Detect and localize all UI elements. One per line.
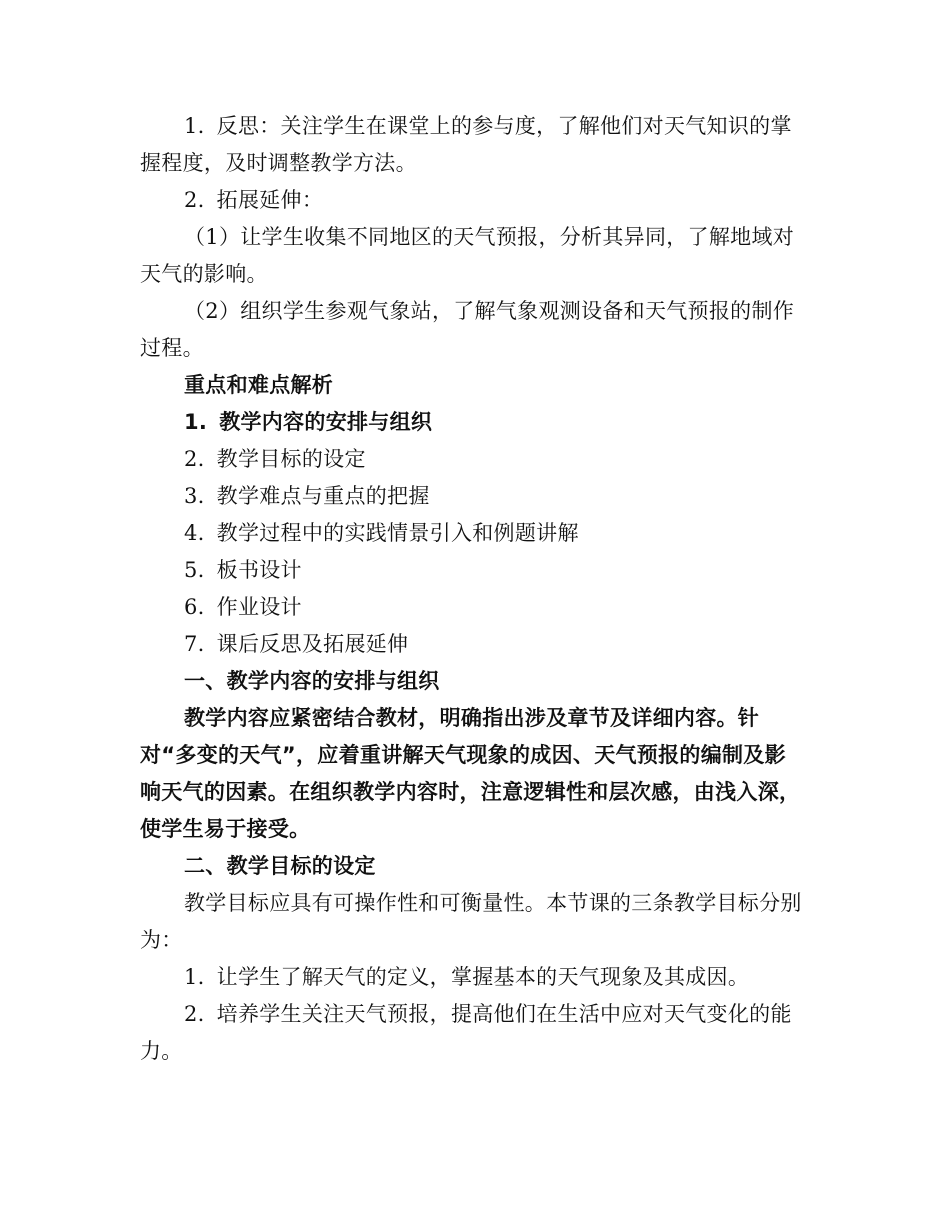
toc-item-text: 教学目标的设定 bbox=[216, 447, 366, 471]
paragraph-text: 拓展延伸： bbox=[216, 188, 324, 212]
document-page bbox=[140, 108, 804, 1070]
key-points-heading: 重点和难点解析 bbox=[184, 373, 334, 397]
list-number: 1. bbox=[184, 114, 205, 138]
toc-item-5 bbox=[140, 552, 804, 589]
list-number: 2. bbox=[184, 188, 205, 212]
toc-item-text: 教学难点与重点的把握 bbox=[216, 484, 430, 508]
list-number: 3. bbox=[184, 484, 205, 508]
goal-text: 培养学生关注天气预报，提高他们在生活中应对天气变化的能力。 bbox=[140, 1002, 792, 1063]
goal-item-1 bbox=[140, 959, 804, 996]
toc-item-7 bbox=[140, 626, 804, 663]
paragraph-extension-2: （2）组织学生参观气象站，了解气象观测设备和天气预报的制作过程。 bbox=[140, 299, 795, 360]
list-number: 5. bbox=[184, 558, 205, 582]
section-2-body: 教学目标应具有可操作性和可衡量性。本节课的三条教学目标分别为： bbox=[140, 891, 802, 952]
list-number: 1. bbox=[184, 410, 208, 434]
list-number: 6. bbox=[184, 595, 205, 619]
toc-item-text: 课后反思及拓展延伸 bbox=[216, 632, 409, 656]
toc-item-1 bbox=[140, 404, 804, 441]
goal-item-2 bbox=[140, 996, 804, 1070]
toc-item-text: 教学过程中的实践情景引入和例题讲解 bbox=[216, 521, 579, 545]
section-2-heading: 二、教学目标的设定 bbox=[184, 854, 376, 878]
paragraph-reflection bbox=[140, 108, 804, 182]
toc-item-2 bbox=[140, 441, 804, 478]
list-number: 1. bbox=[184, 965, 205, 989]
paragraph-extension-1: （1）让学生收集不同地区的天气预报，分析其异同，了解地域对天气的影响。 bbox=[140, 225, 795, 286]
list-number: 2. bbox=[184, 447, 205, 471]
toc-item-6 bbox=[140, 589, 804, 626]
list-number: 4. bbox=[184, 521, 205, 545]
list-number: 2. bbox=[184, 1002, 205, 1026]
toc-item-text: 教学内容的安排与组织 bbox=[219, 410, 433, 434]
list-number: 7. bbox=[184, 632, 205, 656]
section-1-heading: 一、教学内容的安排与组织 bbox=[184, 669, 440, 693]
section-1-body: 教学内容应紧密结合教材，明确指出涉及章节及详细内容。针对“多变的天气”，应着重讲解天气现象的成因、天气预报的编制及影响天气的因素。在组织教学内容时，注意逻辑性和层次感，由浅入深，使学生易于接受。 bbox=[140, 706, 801, 841]
toc-item-text: 板书设计 bbox=[216, 558, 302, 582]
toc-item-4 bbox=[140, 515, 804, 552]
paragraph-extension-heading bbox=[140, 182, 804, 219]
toc-item-text: 作业设计 bbox=[216, 595, 302, 619]
paragraph-text: 反思：关注学生在课堂上的参与度，了解他们对天气知识的掌握程度，及时调整教学方法。 bbox=[140, 114, 792, 175]
toc-item-3 bbox=[140, 478, 804, 515]
goal-text: 让学生了解天气的定义，掌握基本的天气现象及其成因。 bbox=[216, 965, 750, 989]
